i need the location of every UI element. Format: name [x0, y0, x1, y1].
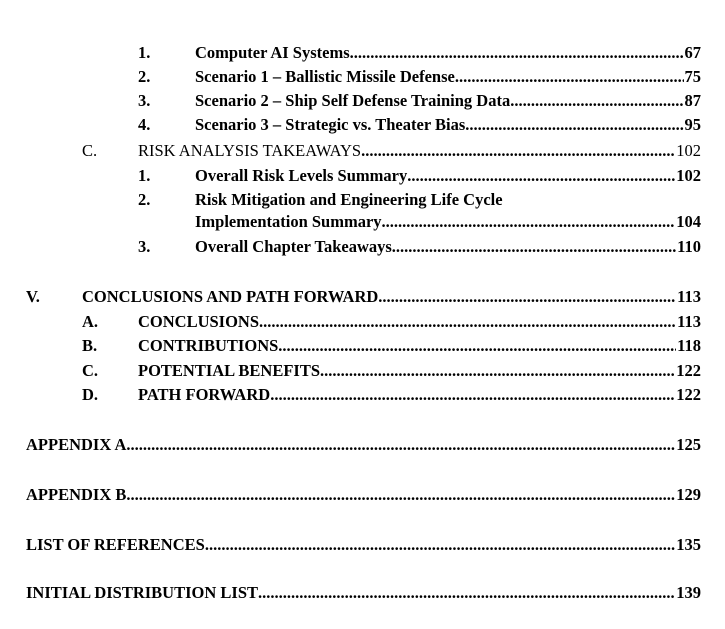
toc-entry-number: V.	[26, 287, 40, 306]
toc-leader-dots	[361, 139, 675, 163]
toc-entry-overall-chapter-takeaways[interactable]	[0, 235, 725, 259]
toc-entry-contributions[interactable]	[0, 334, 725, 358]
toc-entry-overall-risk-levels[interactable]	[0, 164, 725, 188]
toc-entry-number: D.	[82, 385, 99, 404]
toc-entry-scenario-3[interactable]	[0, 113, 725, 137]
toc-entry-number: 2.	[138, 67, 151, 86]
toc-entry-title: Implementation Summary	[195, 212, 382, 231]
toc-entry-page: 125	[676, 435, 701, 454]
toc-entry-page: 135	[676, 535, 701, 554]
toc-entry-number: 1.	[138, 166, 151, 185]
toc-entry-number: A.	[82, 312, 99, 331]
toc-entry-title: CONCLUSIONS AND PATH FORWARD	[82, 287, 379, 306]
toc-entry-page: 95	[684, 115, 701, 134]
toc-entry-number: B.	[82, 336, 98, 355]
toc-entry-title: CONTRIBUTIONS	[138, 336, 279, 355]
toc-entry-title: Scenario 3 – Strategic vs. Theater Bias	[195, 115, 466, 134]
toc-entry-page: 67	[684, 43, 701, 62]
toc-entry-title: Scenario 1 – Ballistic Missile Defense	[195, 67, 455, 86]
toc-entry-page: 104	[676, 212, 701, 231]
toc-leader-dots	[320, 359, 675, 383]
toc-entry-initial-distribution-list[interactable]	[0, 581, 725, 605]
toc-leader-dots	[392, 235, 676, 259]
toc-entry-page: 75	[684, 67, 701, 86]
toc-leader-dots	[126, 483, 675, 507]
toc-entry-number: C.	[82, 361, 99, 380]
toc-entry-title-line1: Risk Mitigation and Engineering Life Cycle	[195, 190, 503, 209]
toc-entry-page: 113	[677, 312, 701, 331]
toc-entry-conclusions[interactable]	[0, 310, 725, 334]
toc-entry-number: 4.	[138, 115, 151, 134]
toc-entry-potential-benefits[interactable]	[0, 359, 725, 383]
toc-entry-title: Overall Chapter Takeaways	[195, 237, 392, 256]
toc-entry-scenario-2[interactable]	[0, 89, 725, 113]
toc-entry-risk-analysis-takeaways[interactable]	[0, 139, 725, 163]
toc-entry-page: 102	[676, 166, 701, 185]
toc-leader-dots	[126, 433, 675, 457]
toc-entry-scenario-1[interactable]	[0, 65, 725, 89]
toc-entry-title: Overall Risk Levels Summary	[195, 166, 408, 185]
toc-entry-appendix-a[interactable]	[0, 433, 725, 457]
toc-leader-dots	[278, 334, 676, 358]
toc-leader-dots	[510, 89, 683, 113]
toc-entry-title: PATH FORWARD	[138, 385, 271, 404]
toc-entry-number: 1.	[138, 43, 151, 62]
toc-entry-title: POTENTIAL BENEFITS	[138, 361, 321, 380]
toc-entry-title: Scenario 2 – Ship Self Defense Training Data	[195, 91, 511, 110]
toc-entry-path-forward[interactable]	[0, 383, 725, 407]
toc-entry-title: RISK ANALYSIS TAKEAWAYS	[138, 141, 362, 160]
toc-entry-title: CONCLUSIONS	[138, 312, 260, 331]
toc-entry-title: LIST OF REFERENCES	[26, 535, 205, 554]
toc-leader-dots	[258, 581, 675, 605]
toc-entry-page: 129	[676, 485, 701, 504]
toc-entry-page: 118	[677, 336, 701, 355]
toc-entry-risk-mitigation[interactable]	[0, 188, 725, 236]
toc-entry-page: 139	[676, 583, 701, 602]
toc-entry-number: 2.	[138, 190, 151, 209]
toc-entry-title: APPENDIX A	[26, 435, 127, 454]
toc-entry-list-of-references[interactable]	[0, 533, 725, 557]
toc-entry-number: 3.	[138, 237, 151, 256]
toc-entry-page: 102	[676, 141, 701, 160]
toc-entry-appendix-b[interactable]	[0, 483, 725, 507]
toc-entry-title: Computer AI Systems	[195, 43, 350, 62]
toc-entry-page: 113	[677, 287, 701, 306]
toc-entry-page: 110	[677, 237, 701, 256]
toc-entry-title: APPENDIX B	[26, 485, 127, 504]
toc-entry-page: 87	[684, 91, 701, 110]
toc-leader-dots	[350, 41, 684, 65]
toc-leader-dots	[270, 383, 675, 407]
toc-entry-computer-ai-systems[interactable]	[0, 41, 725, 65]
toc-entry-page: 122	[676, 385, 701, 404]
toc-leader-dots	[378, 285, 676, 309]
toc-entry-page: 122	[676, 361, 701, 380]
toc-leader-dots	[455, 65, 684, 89]
toc-leader-dots	[465, 113, 683, 137]
toc-leader-dots	[382, 210, 676, 234]
toc-entry-conclusions-and-path-forward[interactable]	[0, 285, 725, 309]
toc-entry-number: 3.	[138, 91, 151, 110]
toc-leader-dots	[407, 164, 675, 188]
toc-leader-dots	[259, 310, 676, 334]
toc-entry-title: INITIAL DISTRIBUTION LIST	[26, 583, 259, 602]
toc-entry-number: C.	[82, 141, 98, 160]
toc-leader-dots	[205, 533, 675, 557]
